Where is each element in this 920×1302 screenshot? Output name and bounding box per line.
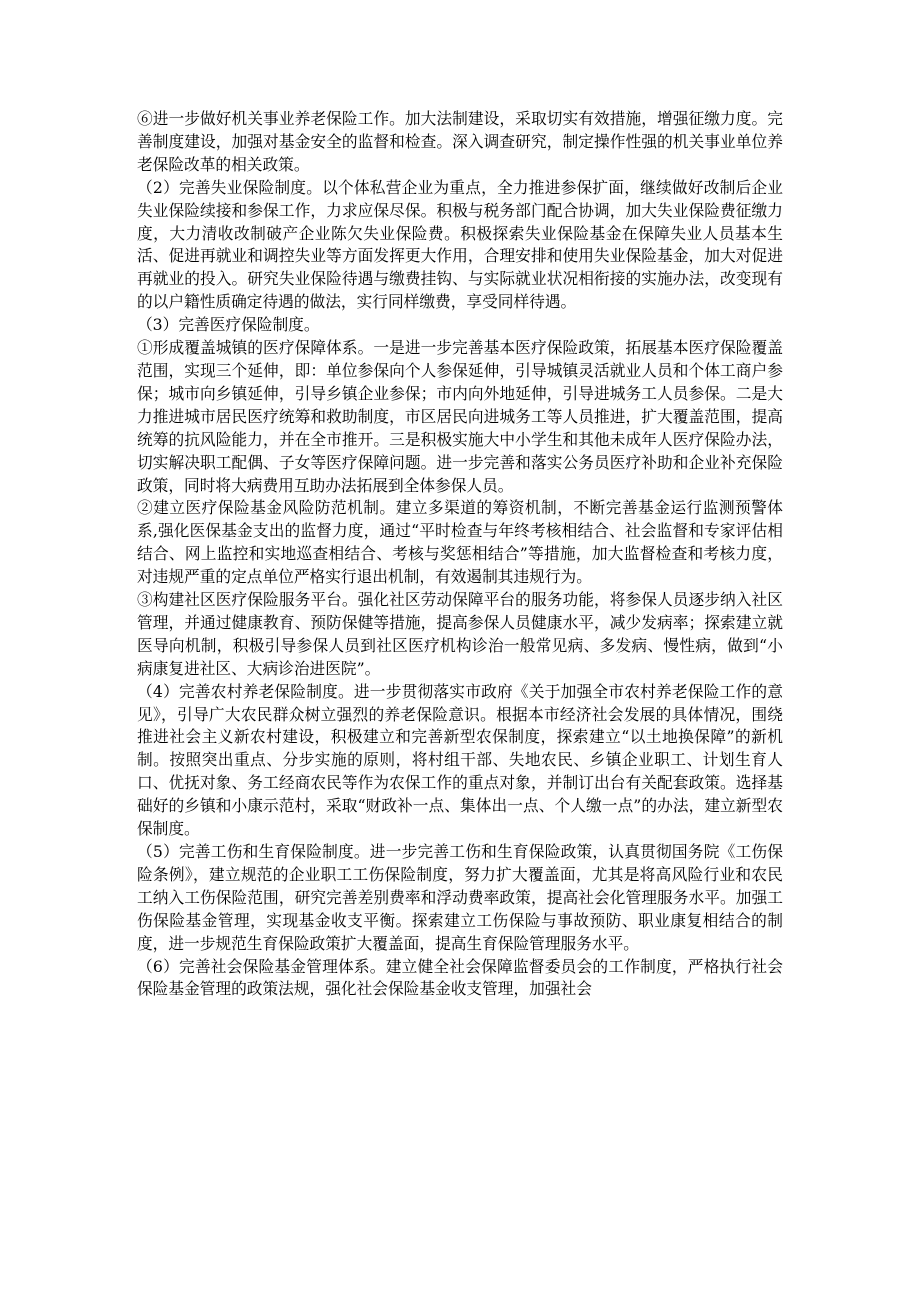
paragraph-pension-public-institutions: ⑥进一步做好机关事业养老保险工作。加大法制建设，采取切实有效措施，增强征缴力度。完善制度建设，加强对基金安全的监督和检查。深入调查研究，制定操作性强的机关事业单位养老保险改革的相关政策。: [137, 109, 783, 174]
paragraph-medical-fund-risk: ②建立医疗保险基金风险防范机制。建立多渠道的筹资机制，不断完善基金运行监测预警体系,强化医保基金支出的监督力度，通过“平时检查与年终考核相结合、社会监督和专家评估相结合、网上监控和实地巡查相结合、考核与奖惩相结合”等措施，加大监督检查和考核力度，对违规严重的定点单位严格实行退出机制，有效遏制其违规行为。: [137, 498, 783, 587]
paragraph-medical-insurance-heading: （3）完善医疗保险制度。: [137, 315, 320, 335]
document-body: [137, 108, 783, 1001]
paragraph-fund-management: （6）完善社会保险基金管理体系。建立健全社会保障监督委员会的工作制度，严格执行社会保险基金管理的政策法规，强化社会保险基金收支管理，加强社会: [137, 956, 783, 999]
paragraph-injury-maternity-insurance: （5）完善工伤和生育保险制度。进一步完善工伤和生育保险政策，认真贯彻国务院《工伤保险条例》，建立规范的企业职工工伤保险制度，努力扩大覆盖面，尤其是将高风险行业和农民工纳入工伤保险范围，研究完善差别费率和浮动费率政策，提高社会化管理服务水平。加强工伤保险基金管理，实现基金收支平衡。探索建立工伤保险与事故预防、职业康复相结合的制度，进一步规范生育保险政策扩大覆盖面，提高生育保险管理服务水平。: [137, 842, 783, 953]
paragraph-community-medical-platform: ③构建社区医疗保险服务平台。强化社区劳动保障平台的服务功能，将参保人员逐步纳入社区管理，并通过健康教育、预防保健等措施，提高参保人员健康水平，减少发病率；探索建立就医导向机制，积极引导参保人员到社区医疗机构诊治一般常见病、多发病、慢性病，做到“小病康复进社区、大病诊治进医院”。: [137, 590, 783, 678]
paragraph-unemployment-insurance: （2）完善失业保险制度。以个体私营企业为重点，全力推进参保扩面，继续做好改制后企业失业保险续接和参保工作，力求应保尽保。积极与税务部门配合协调，加大失业保险费征缴力度，大力清收改制破产企业陈欠失业保险费。积极探索失业保险基金在保障失业人员基本生活、促进再就业和调控失业等方面发挥更大作用，合理安排和使用失业保险基金，加大对促进再就业的投入。研究失业保险待遇与缴费挂钩、与实际就业状况相衔接的实施办法，改变现有的以户籍性质确定待遇的做法，实行同样缴费，享受同样待遇。: [137, 177, 783, 312]
paragraph-rural-pension: （4）完善农村养老保险制度。进一步贯彻落实市政府《关于加强全市农村养老保险工作的意见》，引导广大农民群众树立强烈的养老保险意识。根据本市经济社会发展的具体情况，围绕推进社会主义新农村建设，积极建立和完善新型农保制度，探索建立“以土地换保障”的新机制。按照突出重点、分步实施的原则，将村组干部、失地农民、乡镇企业职工、计划生育人口、优抚对象、务工经商农民等作为农保工作的重点对象，并制订出台有关配套政策。选择基础好的乡镇和小康示范村，采取“财政补一点、集体出一点、个人缴一点”的办法，建立新型农保制度。: [137, 681, 783, 839]
paragraph-medical-coverage-system: ①形成覆盖城镇的医疗保障体系。一是进一步完善基本医疗保险政策，拓展基本医疗保险覆盖范围，实现三个延伸，即：单位参保向个人参保延伸，引导城镇灵活就业人员和个体工商户参保；城市向乡镇延伸，引导乡镇企业参保；市内向外地延伸，引导进城务工人员参保。二是大力推进城市居民医疗统筹和救助制度，市区居民向进城务工等人员推进，扩大覆盖范围，提高统筹的抗风险能力，并在全市推开。三是积极实施大中小学生和其他未成年人医疗保险办法，切实解决职工配偶、子女等医疗保障问题。进一步完善和落实公务员医疗补助和企业补充保险政策，同时将大病费用互助办法拓展到全体参保人员。: [137, 338, 783, 495]
